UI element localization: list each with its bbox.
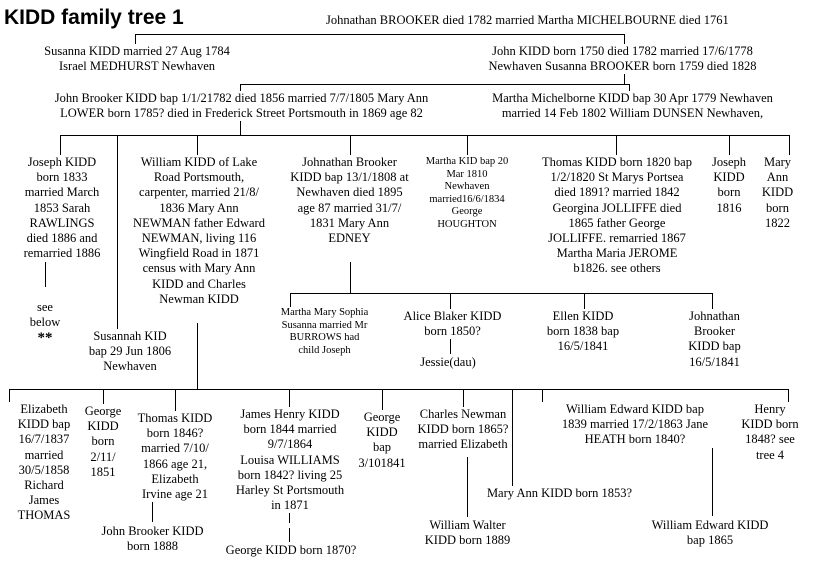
connector-line	[175, 389, 176, 411]
person-susanna-kidd-medhurst: Susanna KIDD married 27 Aug 1784 Israel MEDHURST Newhaven	[44, 44, 230, 74]
connector-line	[624, 74, 625, 84]
connector-line	[788, 389, 789, 402]
connector-line	[240, 121, 241, 135]
see-below-note: see below	[29, 300, 61, 330]
person-george-kidd-1870: George KIDD born 1870?	[225, 543, 357, 557]
person-johnathan-brooker-kidd-jr: Johnathan Brooker KIDD bap 16/5/1841	[688, 309, 741, 369]
connector-line	[135, 34, 136, 44]
connector-line	[382, 389, 383, 410]
person-george-kidd-1851: George KIDD born 2/11/ 1851	[84, 404, 122, 479]
connector-line	[450, 293, 451, 309]
person-ellen-kidd: Ellen KIDD born 1838 bap 16/5/1841	[546, 309, 620, 354]
connector-line	[60, 135, 790, 136]
person-george-kidd-bap: George KIDD bap 3/101841	[358, 410, 406, 470]
connector-line	[350, 262, 351, 293]
connector-line	[290, 293, 291, 307]
person-john-brooker-kidd-1888: John Brooker KIDD born 1888	[101, 524, 204, 554]
connector-line	[289, 513, 290, 523]
person-mary-ann-kidd-1822: Mary Ann KIDD born 1822	[761, 155, 794, 230]
see-below-marker: **	[37, 330, 53, 346]
connector-line	[197, 135, 198, 155]
person-johnathan-brooker-kidd-1808: Johnathan Brooker KIDD bap 13/1/1808 at Newhaven died 1895 age 87 married 31/7/ 1831 Mary Ann EDNEY	[290, 155, 409, 246]
connector-line	[712, 293, 713, 309]
person-alice-blaker-kidd: Alice Blaker KIDD born 1850?	[403, 309, 502, 339]
connector-line	[240, 84, 241, 91]
person-james-henry-kidd: James Henry KIDD born 1844 married 9/7/1864 Louisa WILLIAMS born 1842? living 25 Harley St Portsmouth in 1871	[235, 407, 345, 513]
person-susannah-kid-1806: Susannah KID bap 29 Jun 1806 Newhaven	[88, 329, 172, 374]
connector-line	[117, 135, 118, 329]
person-martha-kid-1810: Martha KID bap 20 Mar 1810 Newhaven married16/6/1834 George HOUGHTON	[425, 156, 509, 230]
connector-line	[45, 262, 46, 287]
diagram-title: KIDD family tree 1	[4, 6, 184, 29]
person-william-edward-kidd-1865: William Edward KIDD bap 1865	[651, 518, 769, 548]
person-charles-newman-kidd: Charles Newman KIDD born 1865? married Elizabeth	[417, 407, 509, 452]
connector-line	[542, 389, 543, 402]
connector-line	[152, 502, 153, 522]
connector-line	[729, 135, 730, 155]
connector-line	[290, 293, 712, 294]
person-john-kidd-1750: John KIDD born 1750 died 1782 married 17/6/1778 Newhaven Susanna BROOKER born 1759 died 1828	[488, 44, 757, 74]
connector-line	[616, 135, 617, 155]
connector-line	[467, 457, 468, 517]
connector-line	[789, 135, 790, 155]
connector-line	[624, 34, 625, 44]
connector-line	[463, 389, 464, 407]
person-jessie: Jessie(dau)	[420, 355, 476, 369]
connector-line	[467, 135, 468, 155]
person-john-brooker-kidd-1782: John Brooker KIDD bap 1/1/21782 died 1856 married 7/7/1805 Mary Ann LOWER born 1785? died in Frederick Street Portsmouth in 1869 age 82	[54, 91, 429, 121]
person-william-kidd-lake-road: William KIDD of Lake Road Portsmouth, carpenter, married 21/8/ 1836 Mary Ann NEWMAN father Edward NEWMAN, living 116 Wingfield Road in 1871 census with Mary Ann KIDD and Charles Newman KIDD	[133, 155, 265, 306]
person-william-walter-kidd: William Walter KIDD born 1889	[424, 518, 511, 548]
person-william-edward-kidd-1839: William Edward KIDD bap 1839 married 17/2/1863 Jane HEATH born 1840?	[561, 402, 709, 447]
connector-line	[289, 389, 290, 407]
connector-line	[629, 84, 630, 91]
connector-line	[512, 389, 513, 486]
person-thomas-kidd-1820: Thomas KIDD born 1820 bap 1/2/1820 St Marys Portsea died 1891? married 1842 Georgina JOLLIFFE died 1865 father George JOLLIFFE. remarried 1867 Martha Maria JEROME b1826. see others	[542, 155, 692, 276]
person-elizabeth-kidd-1837: Elizabeth KIDD bap 16/7/1837 married 30/5/1858 Richard James THOMAS	[17, 402, 71, 523]
person-joseph-kidd-1833: Joseph KIDD born 1833 married March 1853 Sarah RAWLINGS died 1886 and remarried 1886	[23, 155, 101, 261]
connector-line	[9, 389, 789, 390]
connector-line	[240, 84, 630, 85]
connector-line	[60, 135, 61, 155]
person-martha-michelborne-kidd: Martha Michelborne KIDD bap 30 Apr 1779 Newhaven married 14 Feb 1802 William DUNSEN Newhaven,	[492, 91, 773, 121]
person-mary-ann-kidd-1853: Mary Ann KIDD born 1853?	[486, 486, 633, 500]
connector-line	[712, 448, 713, 516]
connector-line	[289, 528, 290, 542]
connector-line	[103, 389, 104, 404]
connector-line	[197, 323, 198, 389]
person-joseph-kidd-1816: Joseph KIDD born 1816	[711, 155, 747, 215]
connector-line	[9, 389, 10, 402]
person-johnathan-brooker-root: Johnathan BROOKER died 1782 married Martha MICHELBOURNE died 1761	[326, 13, 729, 27]
person-henry-kidd-1848: Henry KIDD born 1848? see tree 4	[741, 402, 799, 462]
connector-line	[135, 34, 625, 35]
person-thomas-kidd-1846: Thomas KIDD born 1846? married 7/10/ 1866 age 21, Elizabeth Irvine age 21	[137, 411, 213, 502]
connector-line	[450, 339, 451, 354]
connector-line	[350, 135, 351, 155]
connector-line	[584, 293, 585, 309]
person-martha-mary-sophia: Martha Mary Sophia Susanna married Mr BURROWS had child Joseph	[280, 307, 369, 356]
